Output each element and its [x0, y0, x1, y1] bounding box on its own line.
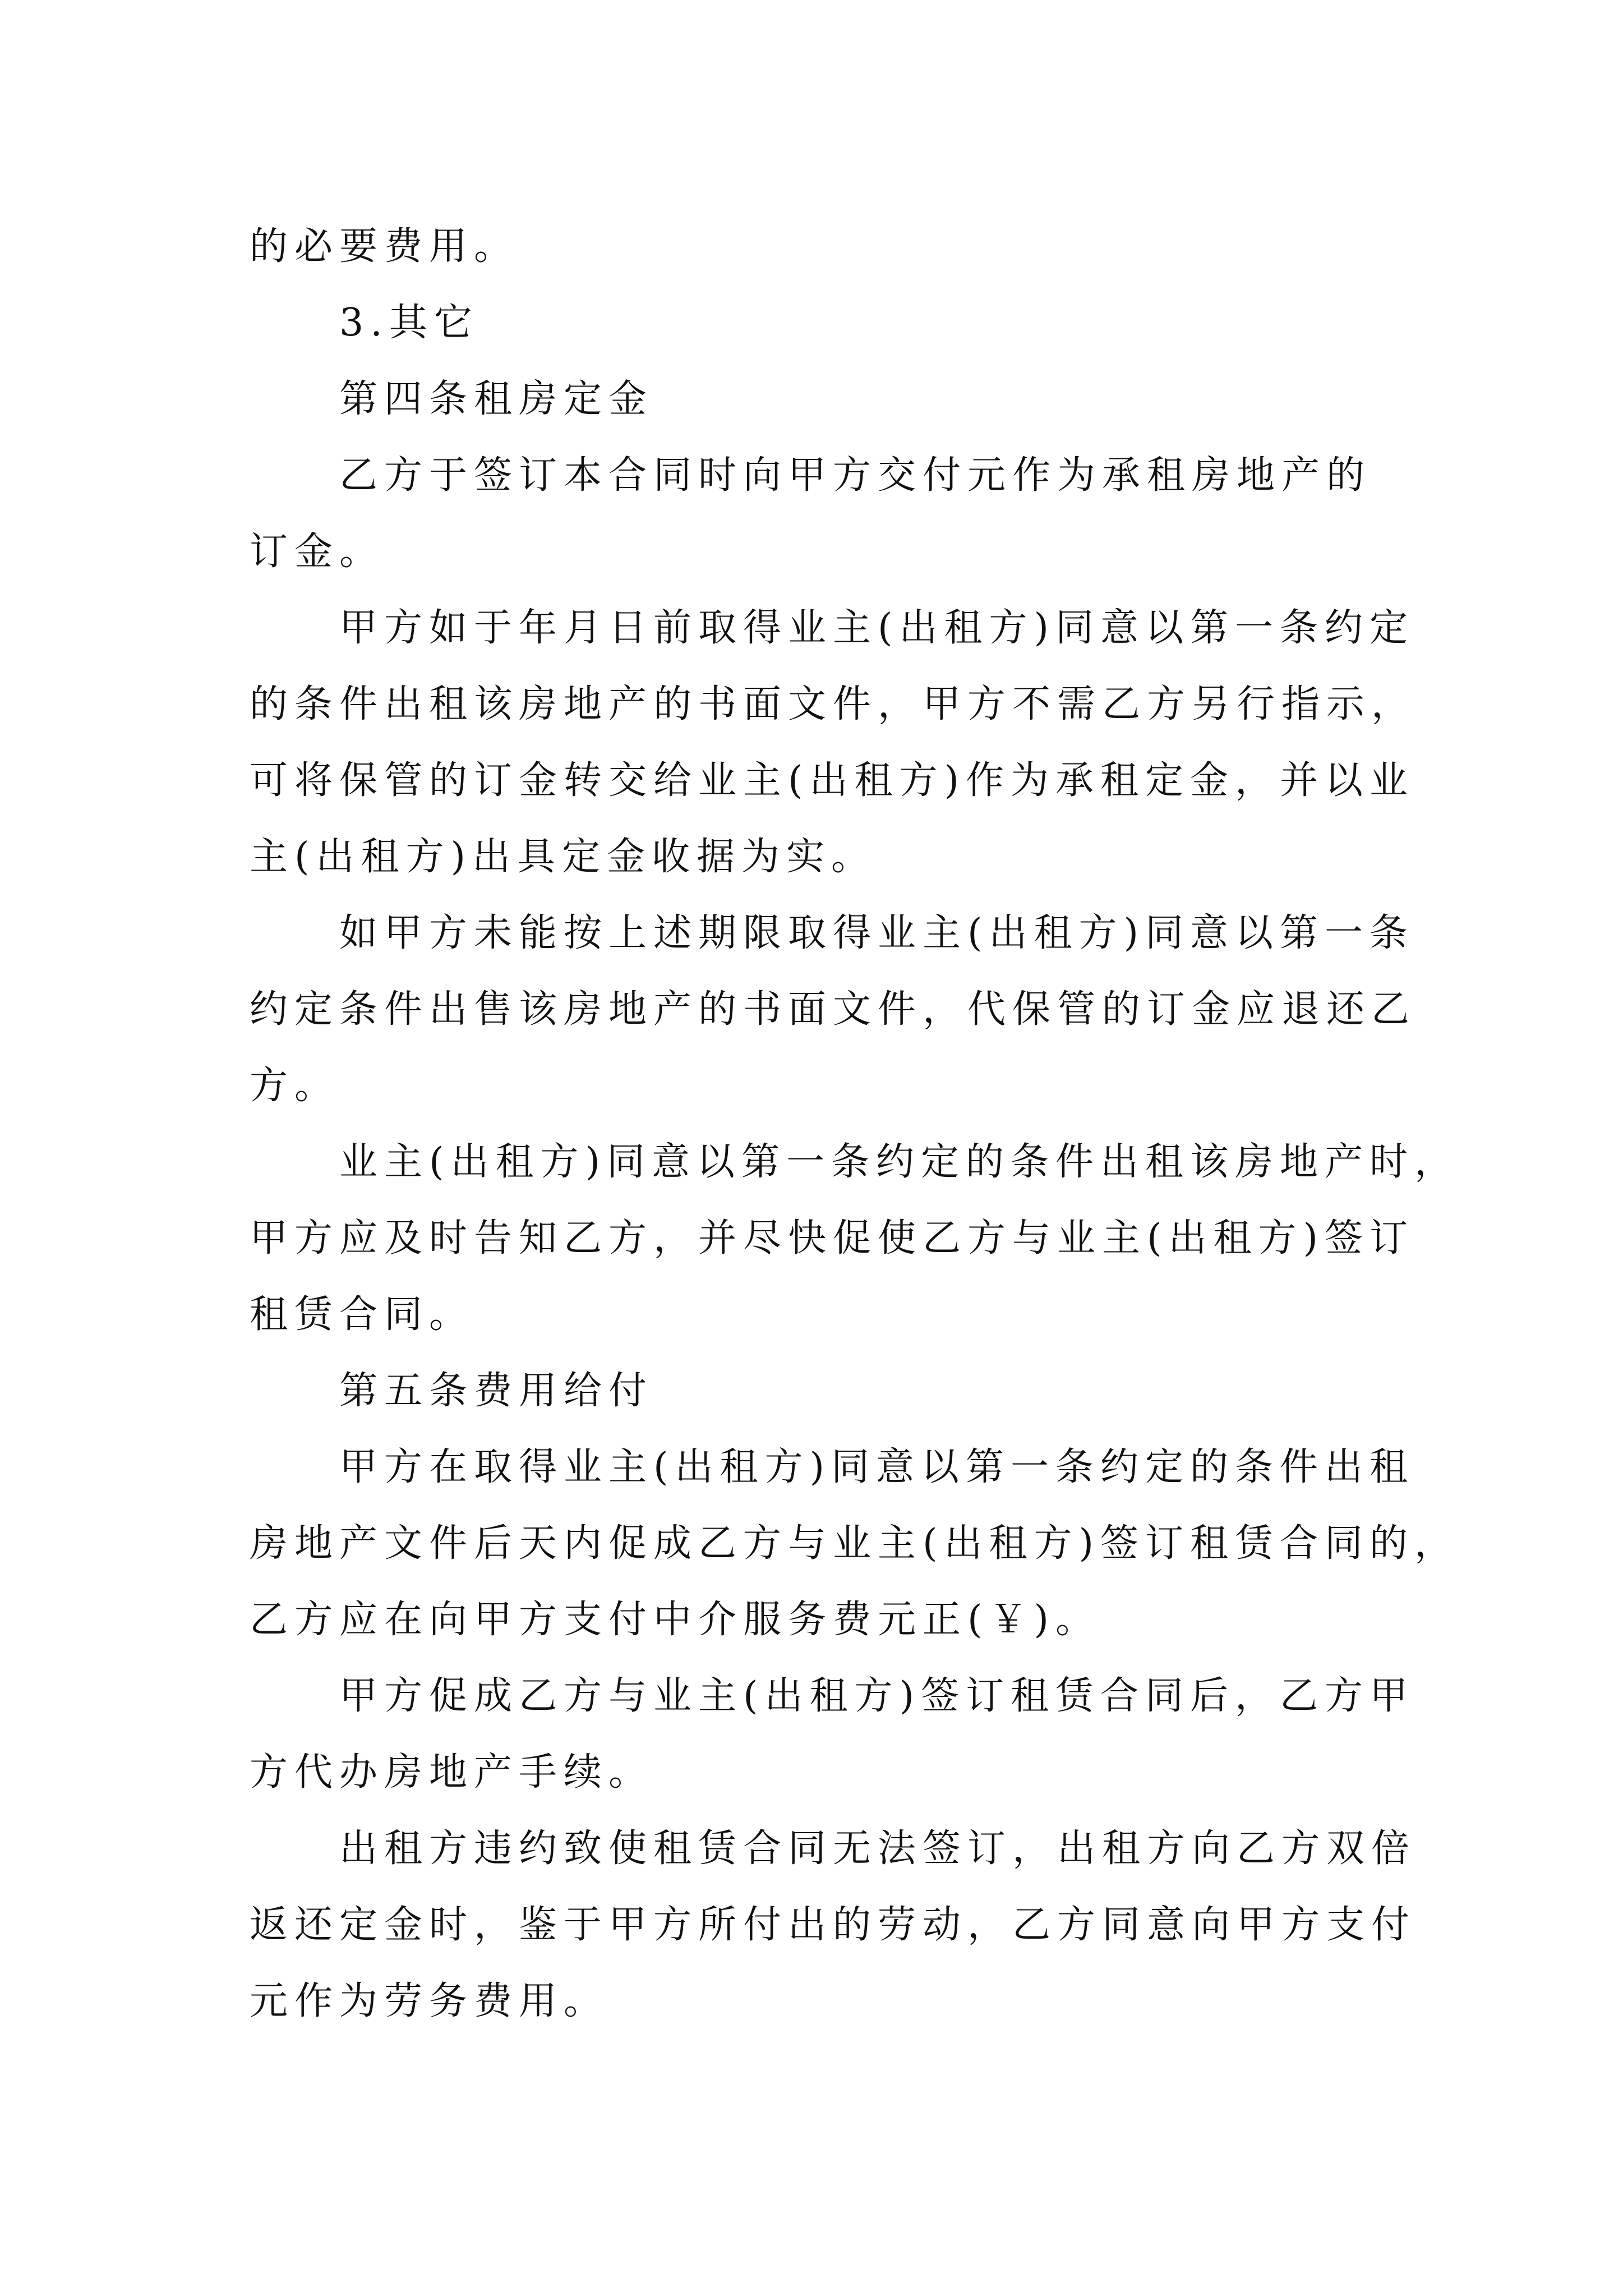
paragraph-10	[250, 1658, 1415, 1811]
heading-line: 第五条费用给付	[339, 1369, 654, 1413]
text-line: 方代办房地产手续。	[250, 1750, 654, 1795]
text-line: 可将保管的订金转交给业主(出租方)作为承租定金，并以业	[250, 758, 1415, 803]
text-line: 订金。	[250, 530, 385, 574]
document-page	[250, 209, 1460, 2040]
text-line: 甲方应及时告知乙方，并尽快促使乙方与业主(出租方)签订	[250, 1216, 1415, 1260]
text-line: 乙方应在向甲方支付中介服务费元正(￥)。	[250, 1598, 1101, 1642]
text-line: 方。	[250, 1064, 340, 1108]
text-line: 甲方促成乙方与业主(出租方)签订租赁合同后，乙方甲	[339, 1674, 1415, 1718]
text-line: 返还定金时，鉴于甲方所付出的劳动，乙方同意向甲方支付	[250, 1903, 1417, 1947]
text-line: 约定条件出售该房地产的书面文件，代保管的订金应退还乙	[250, 987, 1417, 1032]
text-line: 3.其它	[339, 301, 479, 345]
section-heading-5	[250, 1353, 1377, 1429]
text-line: 出租方违约致使租赁合同无法签订，出租方向乙方双倍	[339, 1826, 1417, 1871]
paragraph-2	[250, 285, 1377, 361]
paragraph-11	[250, 1811, 1417, 2040]
section-heading-4	[250, 361, 1377, 438]
text-line: 的必要费用。	[250, 224, 519, 269]
text-line: 乙方于签订本合同时向甲方交付元作为承租房地产的	[339, 453, 1372, 498]
paragraph-6	[250, 895, 1417, 1124]
paragraph-7	[250, 1124, 1460, 1353]
text-line: 元作为劳务费用。	[250, 1979, 609, 2023]
paragraph-5	[250, 590, 1417, 895]
paragraph-9	[250, 1429, 1460, 1658]
text-line: 甲方在取得业主(出租方)同意以第一条约定的条件出租	[339, 1445, 1415, 1489]
text-line: 主(出租方)出具定金收据为实。	[250, 835, 877, 879]
paragraph-4	[250, 438, 1377, 590]
text-line: 的条件出租该房地产的书面文件，甲方不需乙方另行指示，	[250, 682, 1417, 726]
text-line: 如甲方未能按上述期限取得业主(出租方)同意以第一条	[339, 911, 1415, 955]
heading-line: 第四条租房定金	[339, 377, 654, 421]
text-line: 业主(出租方)同意以第一条约定的条件出租该房地产时，	[339, 1140, 1460, 1184]
text-line: 房地产文件后天内促成乙方与业主(出租方)签订租赁合同的，	[250, 1521, 1460, 1566]
text-line: 租赁合同。	[250, 1292, 474, 1337]
text-line: 甲方如于年月日前取得业主(出租方)同意以第一条约定	[339, 606, 1415, 650]
paragraph-1	[250, 209, 1377, 285]
